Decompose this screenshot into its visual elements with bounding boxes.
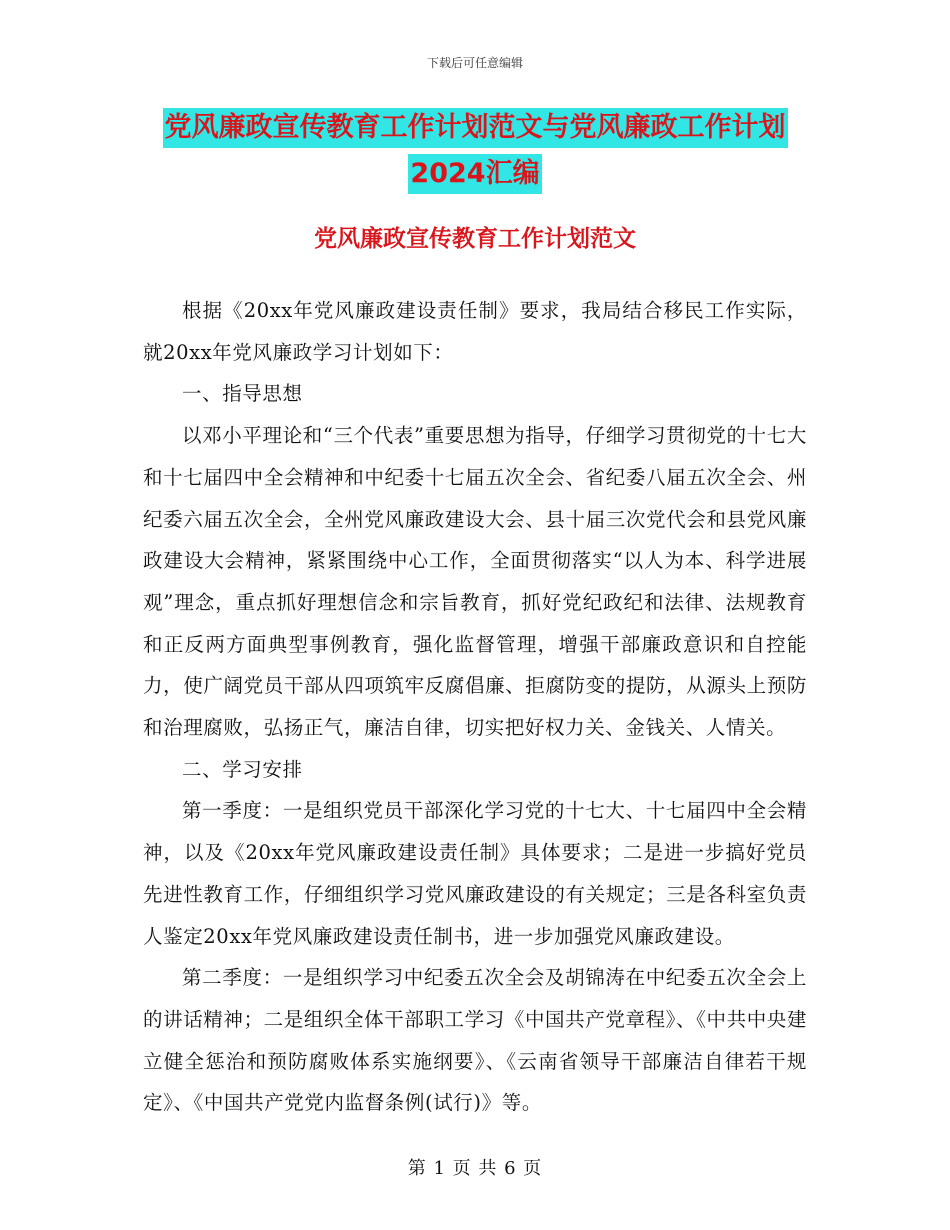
title-line-2: 2024汇编 (408, 154, 541, 194)
paragraph-first-quarter: 第一季度：一是组织党员干部深化学习党的十七大、十七届四中全会精神，以及《20xx年党风廉政建设责任制》具体要求；二是进一步搞好党员先进性教育工作，仔细组织学习党风廉政建设的有关规定；三是各科室负责人鉴定20xx年党风廉政建设责任制书，进一步加强党风廉政建设。 (143, 799, 807, 948)
paragraph-guiding-ideology: 以邓小平理论和“三个代表”重要思想为指导，仔细学习贯彻党的十七大和十七届四中全会精神和中纪委十七届五次全会、省纪委八届五次全会、州纪委六届五次全会，全州党风廉政建设大会、县十届三次党代会和县党风廉政建设大会精神，紧紧围绕中心工作，全面贯彻落实“以人为本、科学进展观”理念，重点抓好理想信念和宗旨教育，抓好党纪政纪和法律、法规教育和正反两方面典型事例教育，强化监督管理，增强干部廉政意识和自控能力，使广阔党员干部从四项筑牢反腐倡廉、拒腐防变的提防，从源头上预防和治理腐败，弘扬正气，廉洁自律，切实把好权力关、金钱关、人情关。 (143, 424, 807, 740)
header-note: 下载后可任意编辑 (426, 56, 523, 70)
paragraph-intro: 根据《20xx年党风廉政建设责任制》要求，我局结合移民工作实际，就20xx年党风廉政学习计划如下： (143, 299, 807, 364)
heading-study-arrangement: 二、学习安排 (182, 757, 303, 781)
title-line-1: 党风廉政宣传教育工作计划范文与党风廉政工作计划 (163, 108, 788, 148)
section-title: 党风廉政宣传教育工作计划范文 (314, 226, 636, 252)
page-footer: 第 1 页 共 6 页 (407, 1158, 543, 1179)
document-body (143, 290, 807, 1124)
heading-guiding-ideology: 一、指导思想 (182, 382, 303, 406)
document-title (140, 108, 810, 194)
paragraph-second-quarter: 第二季度：一是组织学习中纪委五次全会及胡锦涛在中纪委五次全会上的讲话精神；二是组织全体干部职工学习《中国共产党章程》、《中共中央建立健全惩治和预防腐败体系实施纲要》、《云南省领导干部廉洁自律若干规定》、《中国共产党党内监督条例(试行)》等。 (143, 966, 807, 1115)
